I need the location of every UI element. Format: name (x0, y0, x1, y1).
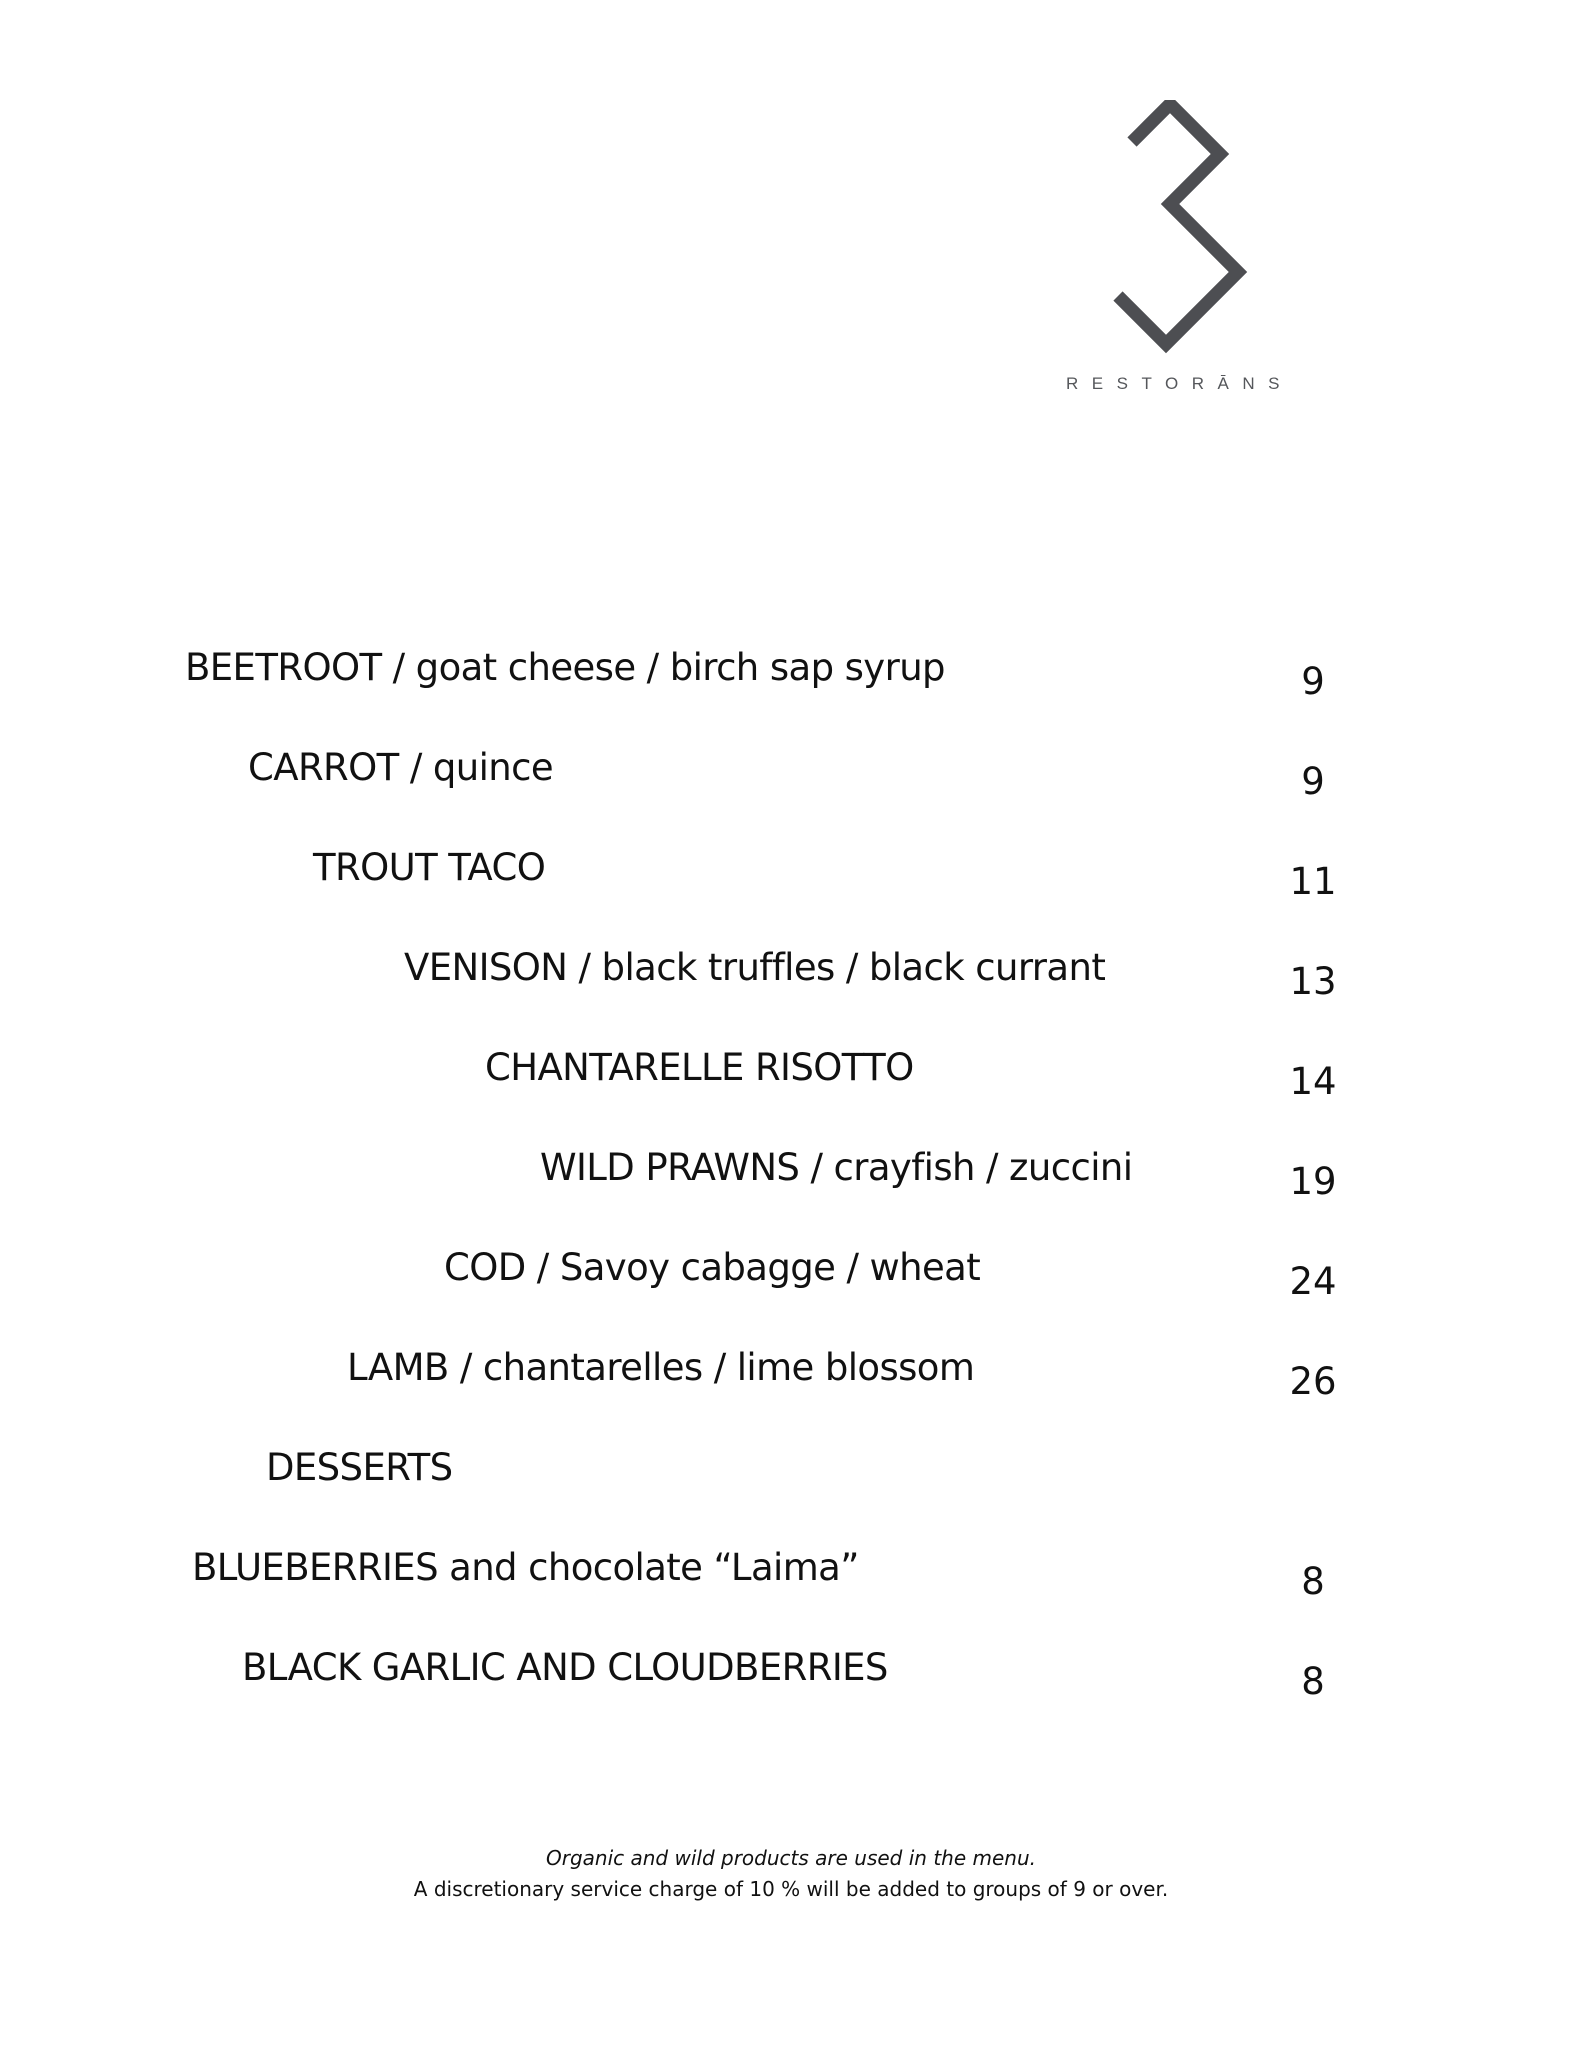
dessert-item-price: 8 (1301, 1660, 1325, 1703)
menu-item-price: 26 (1289, 1360, 1337, 1403)
footer-note-organic: Organic and wild products are used in the menu. (545, 1846, 1036, 1870)
menu-item-price: 9 (1301, 660, 1325, 703)
dessert-item-name: BLACK GARLIC AND CLOUDBERRIES (242, 1646, 888, 1689)
desserts-heading: DESSERTS (266, 1446, 453, 1489)
numeral-three-zigzag-logo-icon (1108, 100, 1278, 370)
menu-item-price: 24 (1289, 1260, 1337, 1303)
dessert-item-price: 8 (1301, 1560, 1325, 1603)
menu-item-price: 9 (1301, 760, 1325, 803)
dessert-item-name: BLUEBERRIES and chocolate “Laima” (192, 1546, 859, 1589)
logo-wordmark: RESTORĀNS (1066, 374, 1293, 393)
menu-item-name: COD / Savoy cabagge / wheat (444, 1246, 981, 1289)
menu-item-price: 13 (1289, 960, 1337, 1003)
footer-note-service-charge: A discretionary service charge of 10 % will be added to groups of 9 or over. (413, 1877, 1169, 1901)
restaurant-logo (1108, 100, 1278, 370)
menu-item-name: CHANTARELLE RISOTTO (485, 1046, 914, 1089)
menu-item-price: 14 (1289, 1060, 1337, 1103)
menu-item-price: 11 (1289, 860, 1337, 903)
menu-item-name: CARROT / quince (248, 746, 554, 789)
menu-item-name: VENISON / black truffles / black currant (404, 946, 1106, 989)
menu-item-name: LAMB / chantarelles / lime blossom (347, 1346, 975, 1389)
menu-item-name: BEETROOT / goat cheese / birch sap syrup (185, 646, 945, 689)
menu-item-name: WILD PRAWNS / crayfish / zuccini (540, 1146, 1133, 1189)
menu-item-name: TROUT TACO (313, 846, 546, 889)
menu-item-price: 19 (1289, 1160, 1337, 1203)
